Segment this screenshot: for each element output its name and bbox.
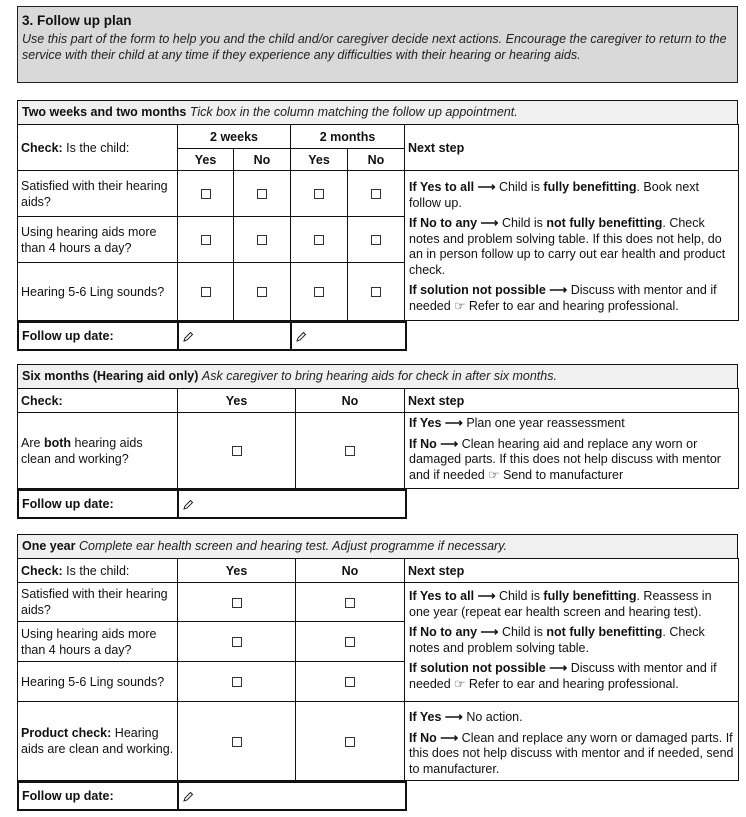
two-weeks-band bbox=[17, 100, 738, 124]
pointing-hand-icon: ☞ bbox=[454, 298, 466, 313]
follow-up-row bbox=[17, 489, 407, 519]
col-2months: 2 months bbox=[291, 125, 405, 149]
arrow-icon: ⟶ bbox=[444, 710, 463, 724]
col-2weeks-yes: Yes bbox=[178, 149, 234, 171]
checkbox-2weeks-yes-satisfied[interactable] bbox=[201, 189, 211, 199]
checkbox-1year-yes-product[interactable] bbox=[232, 737, 242, 747]
checkbox-1year-no-usage[interactable] bbox=[345, 637, 355, 647]
follow-up-row bbox=[17, 321, 407, 351]
checkbox-2weeks-no-ling[interactable] bbox=[257, 287, 267, 297]
next-step-content bbox=[405, 171, 739, 321]
one-year-band bbox=[17, 534, 738, 558]
one-year-section bbox=[17, 534, 738, 811]
col-2weeks: 2 weeks bbox=[178, 125, 291, 149]
checkbox-1year-no-ling[interactable] bbox=[345, 677, 355, 687]
checkbox-6months-no[interactable] bbox=[345, 446, 355, 456]
pointing-hand-icon: ☞ bbox=[488, 467, 500, 482]
check-header: Check: Is the child: bbox=[18, 559, 178, 583]
arrow-icon: ⟶ bbox=[444, 416, 463, 430]
arrow-icon: ⟶ bbox=[440, 730, 459, 745]
checkbox-1year-no-product[interactable] bbox=[345, 737, 355, 747]
follow-up-date-2weeks-input[interactable] bbox=[178, 322, 291, 350]
section-description: Use this part of the form to help you and the child and/or caregiver decide next actions. Encourage the caregiver to return to the service with their child at any time if they experience any difficulties with their hearing or hearing aids. bbox=[22, 32, 727, 62]
check-row-label: Satisfied with their hearing aids? bbox=[18, 583, 178, 622]
next-step-no-any: If No to any ⟶ Child is not fully benefitting. Check notes and problem solving table. bbox=[409, 625, 705, 655]
six-months-table bbox=[17, 388, 739, 489]
col-2weeks-no: No bbox=[234, 149, 291, 171]
check-row-label: Hearing 5-6 Ling sounds? bbox=[18, 662, 178, 702]
checkbox-2months-no-satisfied[interactable] bbox=[371, 189, 381, 199]
checkbox-2months-yes-usage[interactable] bbox=[314, 235, 324, 245]
follow-up-date-1year-input[interactable] bbox=[178, 782, 406, 810]
next-step-yes: If Yes ⟶ Plan one year reassessment bbox=[409, 416, 625, 430]
pointing-hand-icon: ☞ bbox=[454, 676, 466, 691]
check-row-label: Satisfied with their hearing aids? bbox=[18, 171, 178, 217]
one-year-title: One year bbox=[22, 539, 76, 553]
two-weeks-table bbox=[17, 124, 739, 321]
arrow-icon: ⟶ bbox=[480, 625, 499, 639]
product-next-step-yes: If Yes ⟶ No action. bbox=[409, 710, 523, 724]
follow-up-label: Follow up date: bbox=[18, 322, 178, 350]
checkbox-2months-yes-satisfied[interactable] bbox=[314, 189, 324, 199]
next-step-yes-all: If Yes to all ⟶ Child is fully benefitting. Book next follow up. bbox=[409, 180, 700, 210]
checkbox-2weeks-no-usage[interactable] bbox=[257, 235, 267, 245]
arrow-icon: ⟶ bbox=[480, 216, 499, 230]
follow-up-date-6months-input[interactable] bbox=[178, 490, 406, 518]
next-step-no: If No ⟶ Clean hearing aid and replace any worn or damaged parts. If this does not help discuss with mentor and if needed ☞ Send to manufacturer bbox=[409, 436, 721, 482]
follow-up-row bbox=[17, 781, 407, 811]
six-months-section bbox=[17, 364, 738, 519]
six-months-band bbox=[17, 364, 738, 388]
pencil-icon bbox=[182, 499, 194, 511]
product-next-step-no: If No ⟶ Clean and replace any worn or damaged parts. If this does not help discuss with mentor and if needed, send to manufacturer. bbox=[409, 730, 734, 776]
next-step-content bbox=[405, 583, 739, 702]
checkbox-2months-no-usage[interactable] bbox=[371, 235, 381, 245]
follow-up-label: Follow up date: bbox=[18, 490, 178, 518]
col-2months-no: No bbox=[348, 149, 405, 171]
pencil-icon bbox=[295, 331, 307, 343]
section-title: 3. Follow up plan bbox=[22, 13, 132, 28]
checkbox-2months-no-ling[interactable] bbox=[371, 287, 381, 297]
checkbox-2weeks-yes-ling[interactable] bbox=[201, 287, 211, 297]
two-weeks-instruction: Tick box in the column matching the follow up appointment. bbox=[189, 105, 518, 119]
arrow-icon: ⟶ bbox=[549, 283, 568, 297]
next-step-yes-all: If Yes to all ⟶ Child is fully benefitting. Reassess in one year (repeat ear health screen and hearing test). bbox=[409, 589, 712, 619]
arrow-icon: ⟶ bbox=[549, 661, 568, 675]
checkbox-1year-yes-ling[interactable] bbox=[232, 677, 242, 687]
col-no: No bbox=[296, 389, 405, 413]
next-step-content bbox=[405, 413, 739, 489]
arrow-icon: ⟶ bbox=[440, 436, 459, 451]
col-no: No bbox=[296, 559, 405, 583]
next-step-not-possible: If solution not possible ⟶ Discuss with mentor and if needed ☞ Refer to ear and hearing professional. bbox=[409, 283, 717, 313]
product-check-label: Product check: Hearing aids are clean and working. bbox=[18, 702, 178, 781]
check-row-label: Are both hearing aids clean and working? bbox=[18, 413, 178, 489]
checkbox-1year-no-satisfied[interactable] bbox=[345, 598, 355, 608]
col-2months-yes: Yes bbox=[291, 149, 348, 171]
next-step-header: Next step bbox=[405, 125, 739, 171]
section-header bbox=[17, 6, 738, 83]
arrow-icon: ⟶ bbox=[477, 180, 496, 194]
checkbox-6months-yes[interactable] bbox=[232, 446, 242, 456]
checkbox-1year-yes-satisfied[interactable] bbox=[232, 598, 242, 608]
check-row-label: Using hearing aids more than 4 hours a day? bbox=[18, 217, 178, 263]
two-weeks-two-months-section bbox=[17, 100, 738, 351]
col-yes: Yes bbox=[178, 389, 296, 413]
next-step-no-any: If No to any ⟶ Child is not fully benefitting. Check notes and problem solving table. If this does not help, do an in person follow up to carry out ear health and product check. bbox=[409, 216, 726, 277]
six-months-instruction: Ask caregiver to bring hearing aids for check in after six months. bbox=[201, 369, 557, 383]
checkbox-2months-yes-ling[interactable] bbox=[314, 287, 324, 297]
check-row-label: Hearing 5-6 Ling sounds? bbox=[18, 263, 178, 321]
checkbox-2weeks-no-satisfied[interactable] bbox=[257, 189, 267, 199]
two-weeks-title: Two weeks and two months bbox=[22, 105, 187, 119]
pencil-icon bbox=[182, 331, 194, 343]
col-yes: Yes bbox=[178, 559, 296, 583]
check-row-label: Using hearing aids more than 4 hours a day? bbox=[18, 622, 178, 662]
one-year-table bbox=[17, 558, 739, 781]
six-months-title: Six months (Hearing aid only) bbox=[22, 369, 199, 383]
check-header: Check: Is the child: bbox=[18, 125, 178, 171]
checkbox-2weeks-yes-usage[interactable] bbox=[201, 235, 211, 245]
checkbox-1year-yes-usage[interactable] bbox=[232, 637, 242, 647]
check-header: Check: bbox=[18, 389, 178, 413]
product-next-step-content bbox=[405, 702, 739, 781]
arrow-icon: ⟶ bbox=[477, 589, 496, 603]
follow-up-label: Follow up date: bbox=[18, 782, 178, 810]
follow-up-date-2months-input[interactable] bbox=[291, 322, 406, 350]
next-step-header: Next step bbox=[405, 389, 739, 413]
next-step-not-possible: If solution not possible ⟶ Discuss with mentor and if needed ☞ Refer to ear and hearing professional. bbox=[409, 661, 717, 691]
one-year-instruction: Complete ear health screen and hearing test. Adjust programme if necessary. bbox=[79, 539, 507, 553]
next-step-header: Next step bbox=[405, 559, 739, 583]
pencil-icon bbox=[182, 791, 194, 803]
